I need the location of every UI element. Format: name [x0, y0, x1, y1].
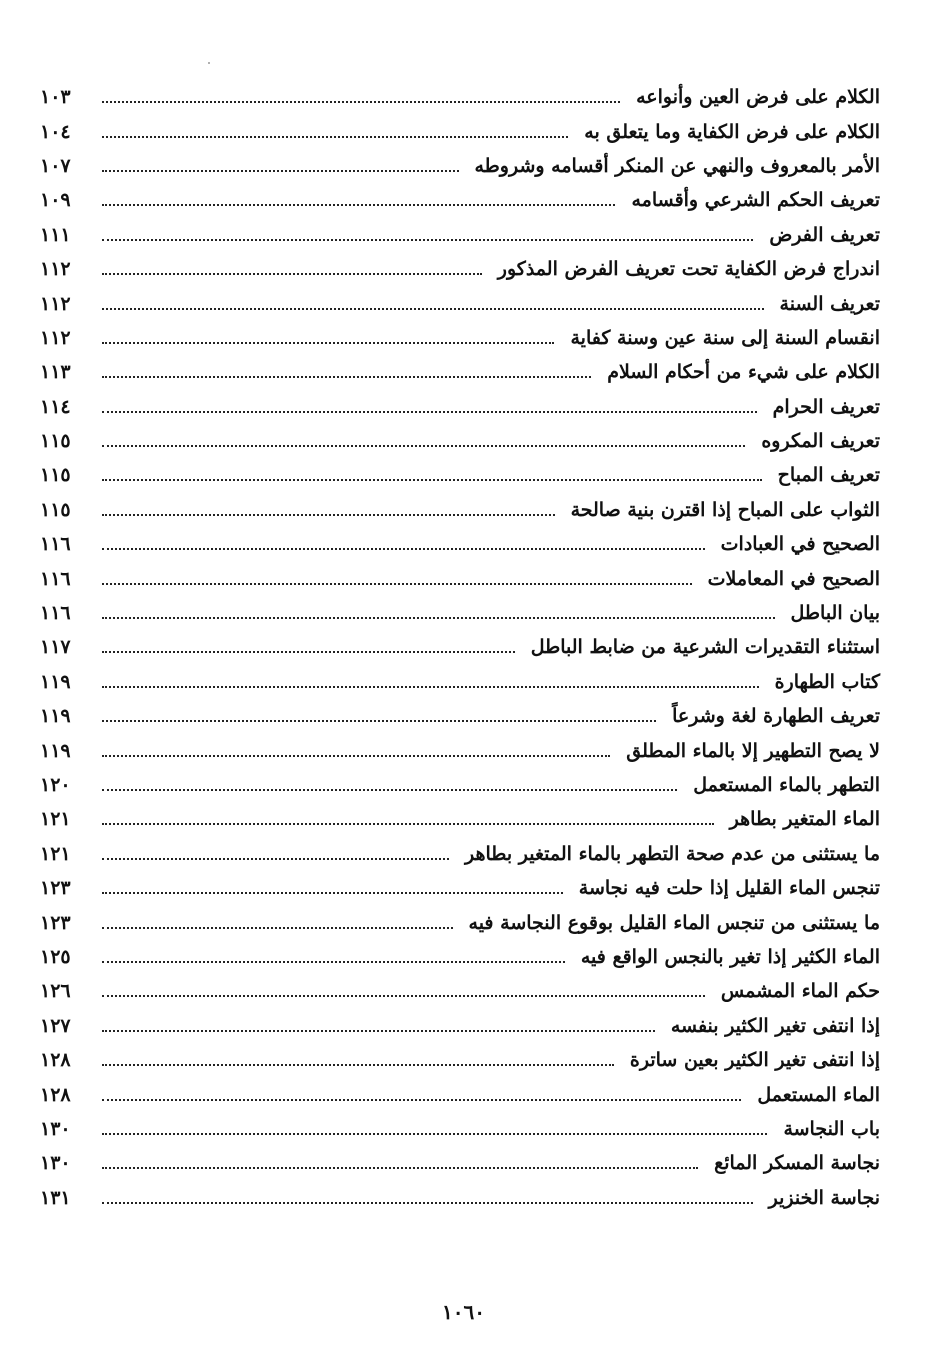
- page-number: ١٠٦٠: [442, 1300, 485, 1324]
- toc-entry-title: كتاب الطهارة: [774, 670, 880, 693]
- toc-entry-title: تعريف الحرام: [772, 395, 880, 418]
- toc-entry-page: ١٠٩: [40, 189, 71, 212]
- toc-entry-title: الثواب على المباح إذا اقترن بنية صالحة: [570, 498, 880, 521]
- toc-entry-page: ١٢٨: [40, 1083, 71, 1106]
- dot-leader: [102, 789, 677, 791]
- dot-leader: [102, 411, 757, 413]
- toc-entry-page: ١١٧: [40, 636, 71, 659]
- dot-leader: [102, 101, 620, 103]
- toc-entry-title: انقسام السنة إلى سنة عين وسنة كفاية: [570, 326, 880, 349]
- dot-leader: [102, 170, 459, 172]
- dot-leader: [102, 858, 449, 860]
- dot-leader: [102, 1030, 655, 1032]
- toc-entry-title: التطهر بالماء المستعمل: [693, 774, 880, 796]
- toc-entry: [40, 1009, 880, 1043]
- toc-entry-title: تعريف السنة: [779, 292, 880, 315]
- toc-entry-title: بيان الباطل: [790, 602, 880, 625]
- dot-leader: [102, 1099, 741, 1101]
- toc-entry-page: ١١٩: [40, 670, 71, 693]
- toc-entry-title: نجاسة الخنزير: [768, 1186, 880, 1209]
- toc-entry-page: ١١٣: [40, 361, 71, 384]
- toc-entry-title: باب النجاسة: [783, 1117, 880, 1140]
- dot-leader: [102, 479, 762, 481]
- toc-entry-title: استثناء التقديرات الشرعية من ضابط الباطل: [530, 636, 880, 659]
- toc-entry-page: ١١٢: [40, 292, 71, 315]
- toc-entry-page: ١١٥: [40, 498, 71, 521]
- toc-entry-page: ١١٢: [40, 258, 71, 281]
- dot-leader: [102, 961, 565, 963]
- dot-leader: [102, 204, 615, 206]
- toc-entry-title: تعريف المباح: [777, 464, 880, 487]
- scan-speck: [208, 62, 210, 64]
- toc-entry-title: تعريف الطهارة لغة وشرعاً: [672, 705, 880, 728]
- dot-leader: [102, 583, 692, 585]
- toc-entry-title: الماء المستعمل: [757, 1083, 880, 1106]
- toc-entry-page: ١٢٨: [40, 1049, 71, 1072]
- toc-entry-page: ١٢٥: [40, 945, 71, 968]
- dot-leader: [102, 927, 453, 929]
- dot-leader: [102, 651, 515, 653]
- toc-entry-page: ١١٥: [40, 464, 71, 487]
- toc-entry: [40, 940, 880, 974]
- dot-leader: [102, 1202, 753, 1204]
- toc-entry-title: تعريف الحكم الشرعي وأقسامه: [631, 189, 880, 212]
- dot-leader: [102, 617, 775, 619]
- dot-leader: [102, 376, 591, 378]
- dot-leader: [102, 995, 705, 997]
- toc-entry: [40, 837, 880, 871]
- toc-entry-title: الكلام على فرض الكفاية وما يتعلق به: [584, 120, 880, 143]
- dot-leader: [102, 514, 555, 516]
- toc-entry: [40, 905, 880, 939]
- toc-entry-page: ١١٦: [40, 602, 71, 625]
- toc-entry-page: ١٣١: [40, 1186, 71, 1209]
- toc-entry-title: الكلام على شيء من أحكام السلام: [607, 361, 880, 384]
- toc-entry-title: الكلام على فرض العين وأنواعه: [636, 86, 880, 109]
- dot-leader: [102, 308, 764, 310]
- toc-entry-title: لا يصح التطهير إلا بالماء المطلق: [626, 739, 880, 762]
- toc-entry-title: تنجس الماء القليل إذا حلت فيه نجاسة: [578, 877, 880, 900]
- dot-leader: [102, 686, 759, 688]
- toc-entry-page: ١٢١: [40, 842, 71, 865]
- toc-entry-page: ١١٤: [40, 395, 71, 418]
- toc-entry: [40, 424, 880, 458]
- toc-entry: [40, 355, 880, 389]
- toc-entry-title: الماء الكثير إذا تغير بالنجس الواقع فيه: [580, 945, 880, 968]
- toc-entry: [40, 1112, 880, 1146]
- toc-entry-title: نجاسة المسكر المائع: [714, 1152, 880, 1175]
- toc-entry: [40, 80, 880, 114]
- dot-leader: [102, 548, 705, 550]
- dot-leader: [102, 1167, 698, 1169]
- toc-entry-page: ١١٦: [40, 533, 71, 556]
- toc-entry: [40, 252, 880, 286]
- toc-entry-page: ١٢٣: [40, 911, 71, 934]
- toc-entry: [40, 871, 880, 905]
- toc-entry-page: ١٠٧: [40, 154, 71, 177]
- toc-entry: [40, 768, 880, 802]
- toc-entry-page: ١٣٠: [40, 1117, 71, 1140]
- dot-leader: [102, 273, 482, 275]
- toc-entry-page: ١١١: [40, 223, 71, 246]
- toc-entry: [40, 1043, 880, 1077]
- dot-leader: [102, 720, 656, 722]
- dot-leader: [102, 136, 568, 138]
- toc-entry-page: ١١٦: [40, 567, 71, 590]
- toc-entry-page: ١١٩: [40, 739, 71, 762]
- toc-entry: [40, 218, 880, 252]
- toc-entry-title: الأمر بالمعروف والنهي عن المنكر أقسامه وشروطه: [474, 154, 880, 177]
- dot-leader: [102, 1064, 614, 1066]
- toc-entry: [40, 114, 880, 148]
- toc-entry-page: ١٣٠: [40, 1152, 71, 1175]
- toc-entry-title: إذا انتفى تغير الكثير بنفسه: [670, 1014, 880, 1037]
- toc-entry-page: ١١٢: [40, 326, 71, 349]
- dot-leader: [102, 892, 563, 894]
- toc-entry: [40, 149, 880, 183]
- toc-entry-title: الماء المتغير بطاهر: [729, 808, 880, 831]
- toc-entry: [40, 493, 880, 527]
- toc-entry: [40, 974, 880, 1008]
- toc-entry: [40, 561, 880, 595]
- toc-entry-page: ١٢٦: [40, 980, 71, 1003]
- toc-entry-title: ما يستثنى من تنجس الماء القليل بوقوع النجاسة فيه: [468, 911, 880, 934]
- toc-entry-title: تعريف الفرض: [769, 223, 880, 246]
- toc-entry: [40, 286, 880, 320]
- toc-entry-title: اندراج فرض الكفاية تحت تعريف الفرض المذكور: [497, 258, 880, 281]
- dot-leader: [102, 239, 753, 241]
- dot-leader: [102, 445, 745, 447]
- toc-entry: [40, 183, 880, 217]
- toc-entry: [40, 1146, 880, 1180]
- toc-entry: [40, 390, 880, 424]
- toc-entry-title: حكم الماء المشمس: [720, 980, 880, 1003]
- toc-entry-page: ١٢٣: [40, 877, 71, 900]
- toc-entry-title: الصحيح في العبادات: [720, 533, 880, 556]
- toc-entry: [40, 458, 880, 492]
- toc-entry-page: ١٢٠: [40, 774, 71, 796]
- toc-entry: [40, 321, 880, 355]
- dot-leader: [102, 1133, 767, 1135]
- toc-entry: [40, 596, 880, 630]
- toc-entry-title: الصحيح في المعاملات: [707, 567, 880, 590]
- toc-entry: [40, 665, 880, 699]
- dot-leader: [102, 755, 610, 757]
- toc-entry: [40, 699, 880, 733]
- dot-leader: [102, 342, 554, 344]
- toc-entry: [40, 733, 880, 767]
- toc-entry: [40, 630, 880, 664]
- toc-entry-page: ١١٩: [40, 705, 71, 728]
- toc-entry: [40, 802, 880, 836]
- toc-entry: [40, 1077, 880, 1111]
- toc-entry-page: ١٢٧: [40, 1014, 71, 1037]
- toc-entry-title: تعريف المكروه: [761, 430, 880, 453]
- toc-entry-page: ١٠٣: [40, 86, 71, 109]
- toc-entry: [40, 1181, 880, 1215]
- toc-entry-page: ١١٥: [40, 430, 71, 453]
- toc-entry: [40, 527, 880, 561]
- toc-entry-page: ١٢١: [40, 808, 71, 831]
- toc-entry-page: ١٠٤: [40, 120, 71, 143]
- toc-entry-title: ما يستثنى من عدم صحة التطهر بالماء المتغير بطاهر: [465, 842, 880, 865]
- table-of-contents: [40, 80, 880, 1215]
- dot-leader: [102, 823, 714, 825]
- toc-entry-title: إذا انتفى تغير الكثير بعين ساترة: [629, 1049, 880, 1072]
